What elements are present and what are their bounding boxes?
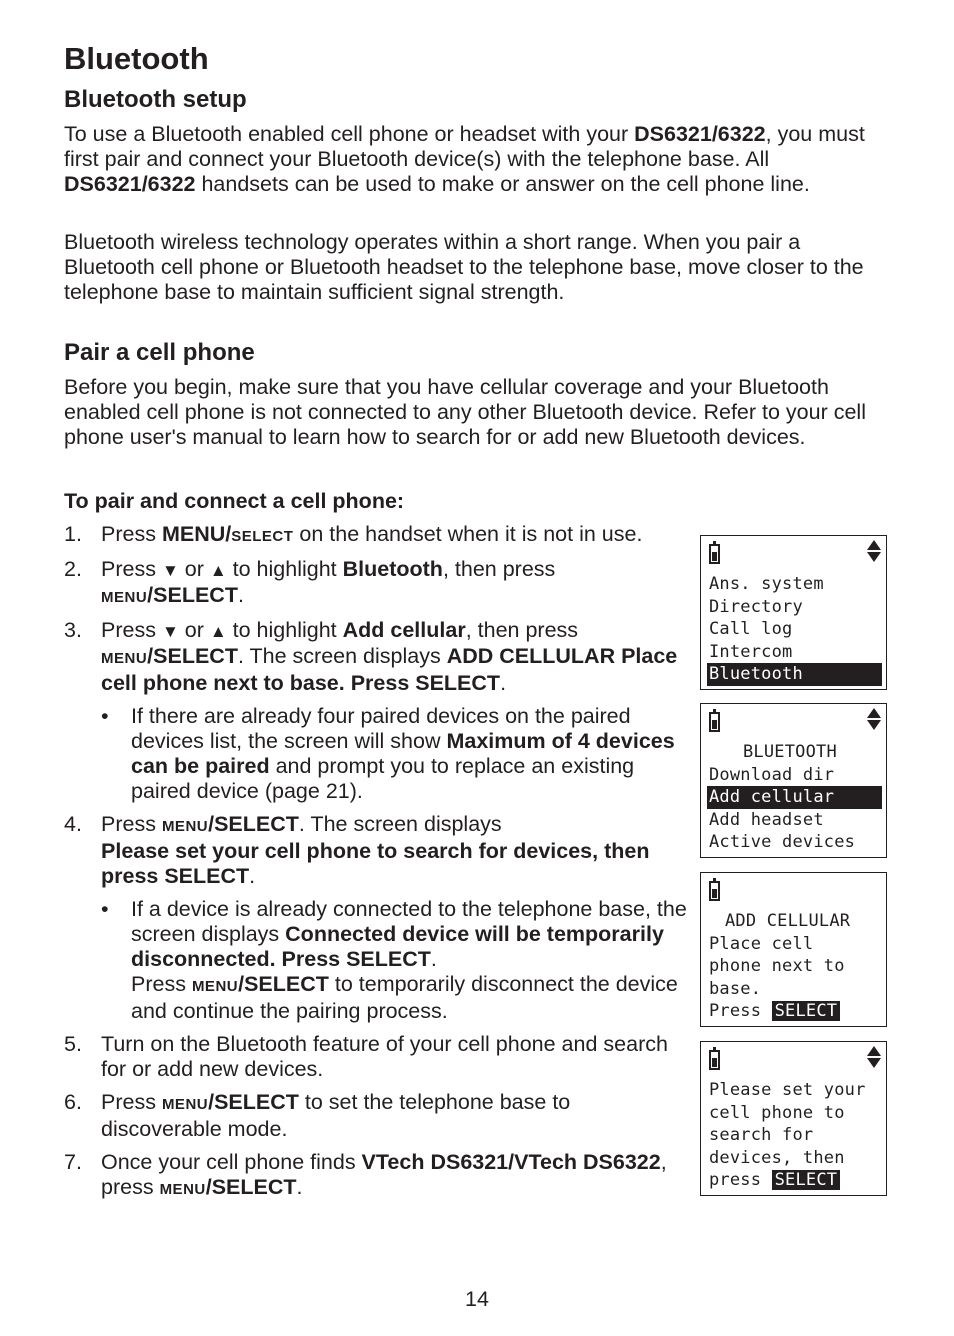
procedure-heading: To pair and connect a cell phone: bbox=[64, 489, 405, 513]
lcd-line: Press SELECT bbox=[709, 1000, 882, 1023]
step-2: 2. Press ▼ or ▲ to highlight Bluetooth, then press MENU/SELECT. bbox=[64, 557, 556, 607]
lcd-line-highlighted: Bluetooth bbox=[707, 663, 882, 686]
down-arrow-icon: ▼ bbox=[161, 561, 179, 580]
lcd-line: phone next to bbox=[709, 956, 845, 976]
step-4-note: • If a device is already connected to the telephone base, the screen displays Connected device will be temporarily disconnected. Press SELECT. Press MENU/SELECT to temporarily disconnect the device and continue the pairing process. bbox=[101, 897, 687, 1023]
step-7: 7. Once your cell phone finds VTech DS6321/VTech DS6322, press MENU/SELECT. bbox=[64, 1150, 667, 1199]
battery-icon bbox=[709, 712, 720, 732]
up-arrow-icon: ▲ bbox=[209, 622, 227, 641]
pairing-steps-list bbox=[64, 522, 689, 1210]
pair-paragraph: Before you begin, make sure that you have cellular coverage and your Bluetooth enabled cell phone is not connected to any other Bluetooth device. Refer to your cell phone user's manual to learn how to search for or add new Bluetooth devices. bbox=[64, 375, 866, 449]
lcd-line: Ans. system bbox=[709, 574, 824, 594]
lcd-select-softkey: SELECT bbox=[772, 1170, 841, 1190]
step-5: 5. Turn on the Bluetooth feature of your cell phone and search for or add new devices. bbox=[64, 1032, 668, 1081]
setup-paragraph-2: Bluetooth wireless technology operates within a short range. When you pair a Bluetooth cell phone or Bluetooth headset to the telephone base, move closer to the telephone base to maintain sufficient signal strength. bbox=[64, 230, 864, 304]
lcd-screen-title: ADD CELLULAR bbox=[725, 911, 851, 931]
step-6: 6. Press MENU/SELECT to set the telephone base to discoverable mode. bbox=[64, 1090, 571, 1141]
lcd-add-cellular-text bbox=[709, 910, 882, 1023]
step-3: 3. Press ▼ or ▲ to highlight Add cellular, then press MENU/SELECT. The screen displays ADD CELLULAR Place cell phone next to base. Press SELECT. • If there are already four paired devices on the paired devices list, the screen will show Maximum of 4 devices can be paired and prompt you to replace an existing paired device (page 21). bbox=[64, 618, 689, 804]
lcd-select-softkey: SELECT bbox=[772, 1001, 841, 1021]
battery-icon bbox=[709, 544, 720, 564]
lcd-line: Place cell bbox=[709, 933, 814, 954]
lcd-line: Intercom bbox=[709, 641, 793, 662]
step-1: 1. Press MENU/SELECT on the handset when it is not in use. bbox=[64, 522, 643, 546]
lcd-line: Active devices bbox=[709, 832, 856, 852]
lcd-line: search for bbox=[709, 1125, 814, 1145]
handset-screen-bluetooth bbox=[700, 703, 887, 858]
lcd-line: cell phone to bbox=[709, 1102, 845, 1123]
step-4: 4. Press MENU/SELECT. The screen displays Please set your cell phone to search for devices, then press SELECT. • If a device is already connected to the telephone base, the screen displays Connected device will be temporarily disconnected. Press SELECT. Press MENU/SELECT to temporarily disconnect the device and continue the pairing process. bbox=[64, 812, 689, 1024]
battery-icon bbox=[709, 881, 720, 901]
lcd-line: base. bbox=[709, 978, 762, 999]
lcd-search-text bbox=[709, 1079, 882, 1192]
battery-icon bbox=[709, 1050, 720, 1070]
lcd-line: Please set your bbox=[709, 1080, 866, 1100]
lcd-line: Call log bbox=[709, 619, 793, 639]
up-arrow-icon: ▲ bbox=[209, 561, 227, 580]
scroll-arrows-icon bbox=[867, 540, 881, 564]
handset-screen-search bbox=[700, 1041, 887, 1196]
handset-screen-add-cellular bbox=[700, 872, 887, 1027]
lcd-line: Add headset bbox=[709, 809, 824, 830]
scroll-arrows-icon bbox=[867, 1046, 881, 1070]
lcd-line-highlighted: Add cellular bbox=[707, 786, 882, 809]
page-title: Bluetooth bbox=[64, 41, 209, 76]
lcd-screen-title: BLUETOOTH bbox=[743, 742, 837, 762]
lcd-line: Download dir bbox=[709, 764, 835, 785]
lcd-line: press SELECT bbox=[709, 1169, 882, 1192]
section-heading-pair-cell-phone: Pair a cell phone bbox=[64, 339, 255, 366]
handset-screen-menu bbox=[700, 535, 887, 690]
lcd-line: devices, then bbox=[709, 1147, 845, 1168]
lcd-menu-list bbox=[709, 573, 882, 686]
section-heading-bluetooth-setup: Bluetooth setup bbox=[64, 86, 247, 113]
page-number: 14 bbox=[465, 1287, 489, 1311]
lcd-bluetooth-list bbox=[709, 741, 882, 854]
lcd-line: Directory bbox=[709, 596, 803, 617]
setup-paragraph-1: To use a Bluetooth enabled cell phone or headset with your DS6321/6322, you must first pair and connect your Bluetooth device(s) with the telephone base. All DS6321/6322 handsets can be used to make or answer on the cell phone line. bbox=[64, 122, 865, 196]
scroll-arrows-icon bbox=[867, 708, 881, 732]
down-arrow-icon: ▼ bbox=[161, 622, 179, 641]
step-3-note: • If there are already four paired devices on the paired devices list, the screen will show Maximum of 4 devices can be paired and prompt you to replace an existing paired device (page 21). bbox=[101, 704, 675, 803]
